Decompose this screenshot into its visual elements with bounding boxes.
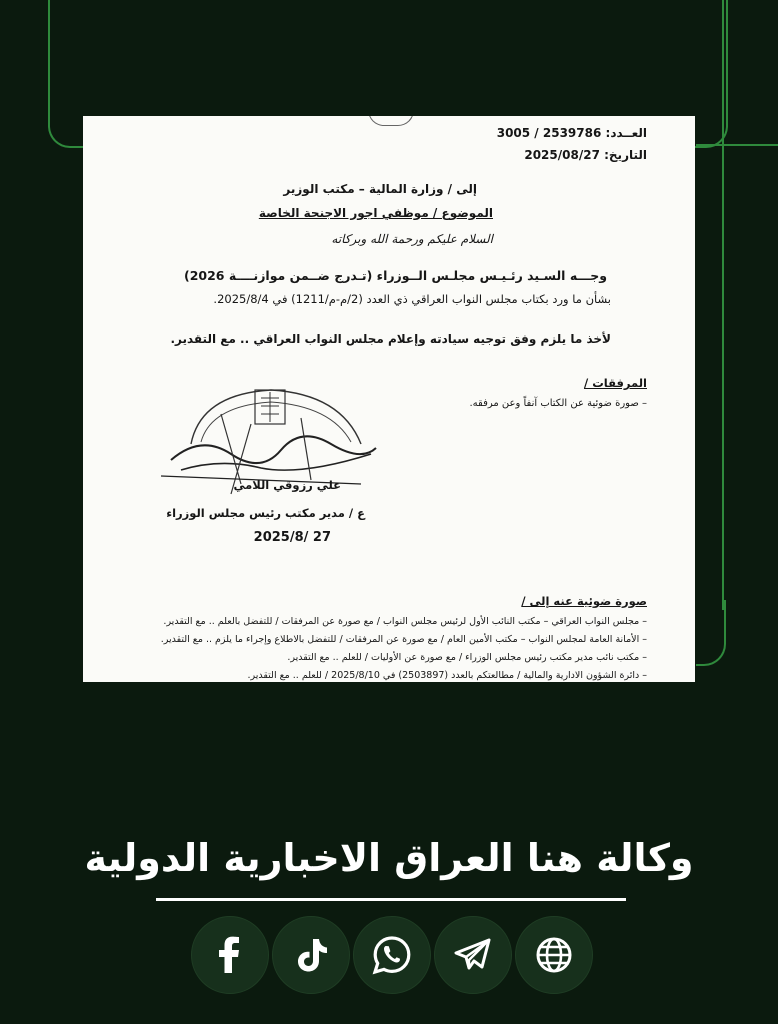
tiktok-link[interactable]	[272, 916, 350, 994]
copy-3: – مكتب نائب مدير مكتب رئيس مجلس الوزراء / مع صورة عن الأوليات / للعلم .. مع التقدير.	[287, 652, 647, 663]
official-letter	[83, 116, 695, 682]
website-link[interactable]	[515, 916, 593, 994]
doc-date	[524, 148, 647, 162]
emblem-top-fragment	[368, 116, 414, 126]
globe-icon	[534, 935, 574, 975]
paragraph-2: لأخذ ما يلزم وفق توجيه سيادته وإعلام مجلس النواب العراقي .. مع التقدير.	[170, 332, 611, 346]
frame-right-line	[696, 144, 778, 146]
facebook-link[interactable]	[191, 916, 269, 994]
signer-name: علي رزوقي اللامي	[233, 478, 341, 492]
paragraph-1-line-1: وجـــه السـيد رئـيـس مجلـس الــوزراء (تـدرج ضــمن موازنــــة 2026)	[183, 268, 607, 283]
whatsapp-link[interactable]	[353, 916, 431, 994]
doc-date-value: 2025/08/27	[524, 148, 600, 162]
copies-title: صورة ضوئية عنه إلى /	[521, 594, 647, 608]
copy-1: – مجلس النواب العراقي – مكتب النائب الأول لرئيس مجلس النواب / مع صورة عن المرفقات / للتفضل بالعلم .. مع التقدير.	[163, 616, 647, 627]
copy-4: – دائرة الشؤون الادارية والمالية / مطالعتكم بالعدد (2503897) في 2025/8/10 / للعلم .. مع التقدير.	[247, 670, 647, 681]
signer-date: 2025/8/ 27	[253, 530, 331, 545]
attachment-1: – صورة ضوئية عن الكتاب آنفاً وعن مرفقه.	[469, 398, 647, 409]
to-line: إلى / وزارة المالية – مكتب الوزير	[283, 182, 477, 196]
brand-divider	[156, 898, 626, 901]
copy-2: – الأمانة العامة لمجلس النواب – مكتب الأمين العام / مع صورة عن المرفقات / للتفضل بالاطلاع وإجراء ما يلزم .. مع التقدير.	[160, 634, 647, 645]
frame-side-vertical	[722, 0, 724, 610]
paragraph-1-line-2: بشأن ما ورد بكتاب مجلس النواب العراقي ذي العدد (2/م-م/1211) في 2025/8/4.	[213, 292, 611, 306]
doc-number	[497, 126, 647, 140]
doc-number-label: العــدد:	[605, 126, 647, 140]
telegram-link[interactable]	[434, 916, 512, 994]
social-links	[191, 916, 591, 994]
attachments-title: المرفقات /	[583, 376, 647, 390]
doc-number-value: 3005 / 2539786	[496, 126, 602, 140]
agency-name: وكالة هنا العراق الاخبارية الدولية	[84, 836, 694, 880]
telegram-icon	[453, 935, 493, 975]
doc-date-label: التاريخ:	[604, 148, 647, 162]
signer-title: ع / مدير مكتب رئيس مجلس الوزراء	[166, 506, 365, 520]
facebook-icon	[210, 935, 250, 975]
tiktok-icon	[291, 935, 331, 975]
whatsapp-icon	[372, 935, 412, 975]
greeting: السلام عليكم ورحمة الله وبركاته	[331, 232, 493, 246]
subject-line: الموضوع / موظفي اجور الاجنحة الخاصة	[258, 206, 493, 220]
